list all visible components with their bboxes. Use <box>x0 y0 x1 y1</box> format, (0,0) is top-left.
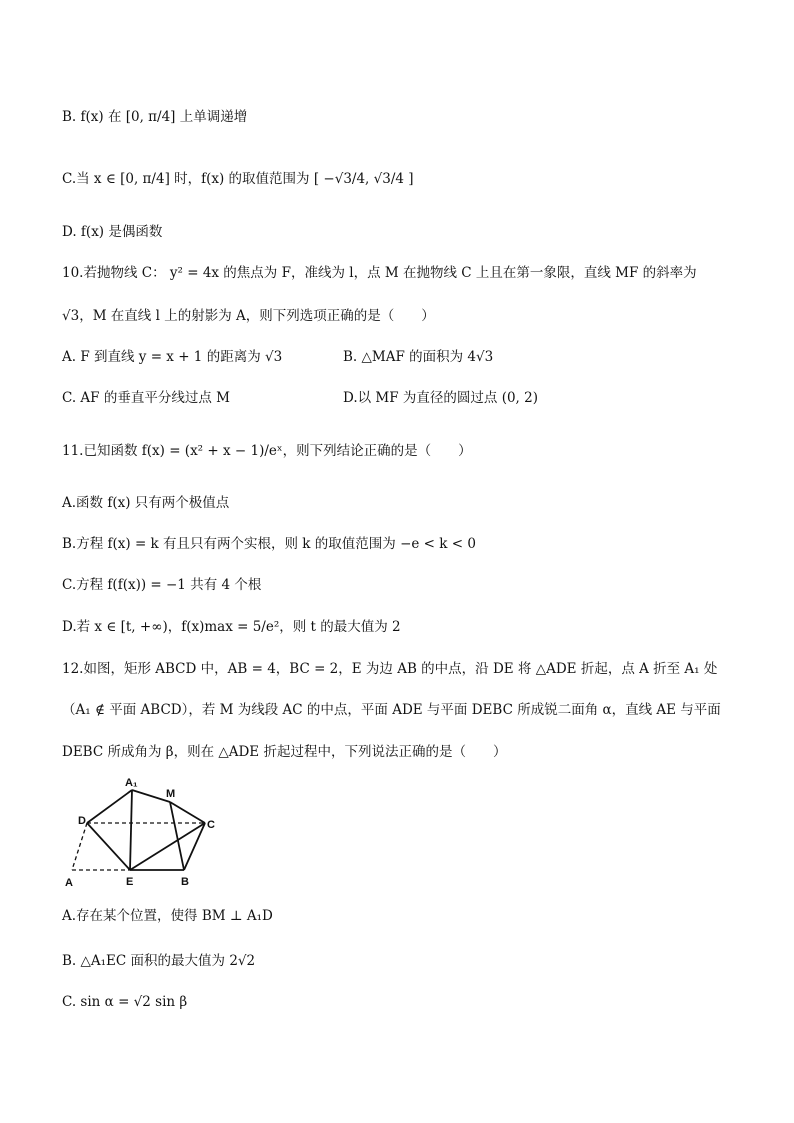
edge-a1-d <box>87 790 132 823</box>
question-10-option-d: D.以 MF 为直径的圆过点 (0, 2) <box>343 390 538 406</box>
edge-a1-m <box>132 790 170 802</box>
question-12-option-b: B. △A₁EC 面积的最大值为 2√2 <box>62 953 256 969</box>
question-10-stem-line2: √3，M 在直线 l 上的射影为 A，则下列选项正确的是（ ） <box>62 308 435 324</box>
edge-m-c <box>170 802 205 823</box>
option-b-q9: B. f(x) 在 [0, π/4] 上单调递增 <box>62 109 248 125</box>
label-b: B <box>181 876 189 888</box>
folded-rectangle-figure <box>62 776 232 891</box>
edge-m-b <box>170 802 184 870</box>
question-11-option-d: D.若 x ∈ [t, +∞)，f(x)max = 5/e²，则 t 的最大值为 2 <box>62 619 401 635</box>
option-d-q9: D. f(x) 是偶函数 <box>62 224 163 240</box>
question-10-option-c: C. AF 的垂直平分线过点 M <box>62 390 230 406</box>
label-c: C <box>207 819 215 831</box>
edge-d-e <box>87 823 130 870</box>
question-12-option-a: A.存在某个位置，使得 BM ⊥ A₁D <box>62 908 273 924</box>
question-10-option-a: A. F 到直线 y = x + 1 的距离为 √3 <box>62 349 283 365</box>
option-c-q9: C.当 x ∈ [0, π/4] 时，f(x) 的取值范围为 [ −√3/4, √3/4 ] <box>62 171 414 187</box>
question-10-stem-line1: 10.若抛物线 C： y² = 4x 的焦点为 F，准线为 l，点 M 在抛物线 C 上且在第一象限，直线 MF 的斜率为 <box>62 265 697 281</box>
question-11-option-a: A.函数 f(x) 只有两个极值点 <box>62 495 230 511</box>
question-12-stem-line1: 12.如图，矩形 ABCD 中，AB = 4，BC = 2，E 为边 AB 的中点，沿 DE 将 △ADE 折起，点 A 折至 A₁ 处 <box>62 661 718 677</box>
label-d: D <box>78 815 86 827</box>
question-12-stem-line3: DEBC 所成角为 β，则在 △ADE 折起过程中，下列说法正确的是（ ） <box>62 744 507 760</box>
question-12-option-c: C. sin α = √2 sin β <box>62 994 188 1010</box>
label-a1: A₁ <box>125 777 138 789</box>
question-10-option-b: B. △MAF 的面积为 4√3 <box>343 349 494 365</box>
edge-d-a-dashed <box>72 823 87 870</box>
question-11-option-c: C.方程 f(f(x)) = −1 共有 4 个根 <box>62 577 262 593</box>
label-m: M <box>166 788 176 800</box>
label-e: E <box>126 876 134 888</box>
question-11-stem: 11.已知函数 f(x) = (x² + x − 1)/eˣ，则下列结论正确的是（ ） <box>62 443 472 459</box>
question-11-option-b: B.方程 f(x) = k 有且只有两个实根，则 k 的取值范围为 −e < k < 0 <box>62 536 476 552</box>
label-a: A <box>65 877 73 889</box>
edge-a1-e <box>130 790 132 870</box>
question-12-stem-line2: （A₁ ∉ 平面 ABCD），若 M 为线段 AC 的中点，平面 ADE 与平面 DEBC 所成锐二面角 α，直线 AE 与平面 <box>62 702 721 718</box>
